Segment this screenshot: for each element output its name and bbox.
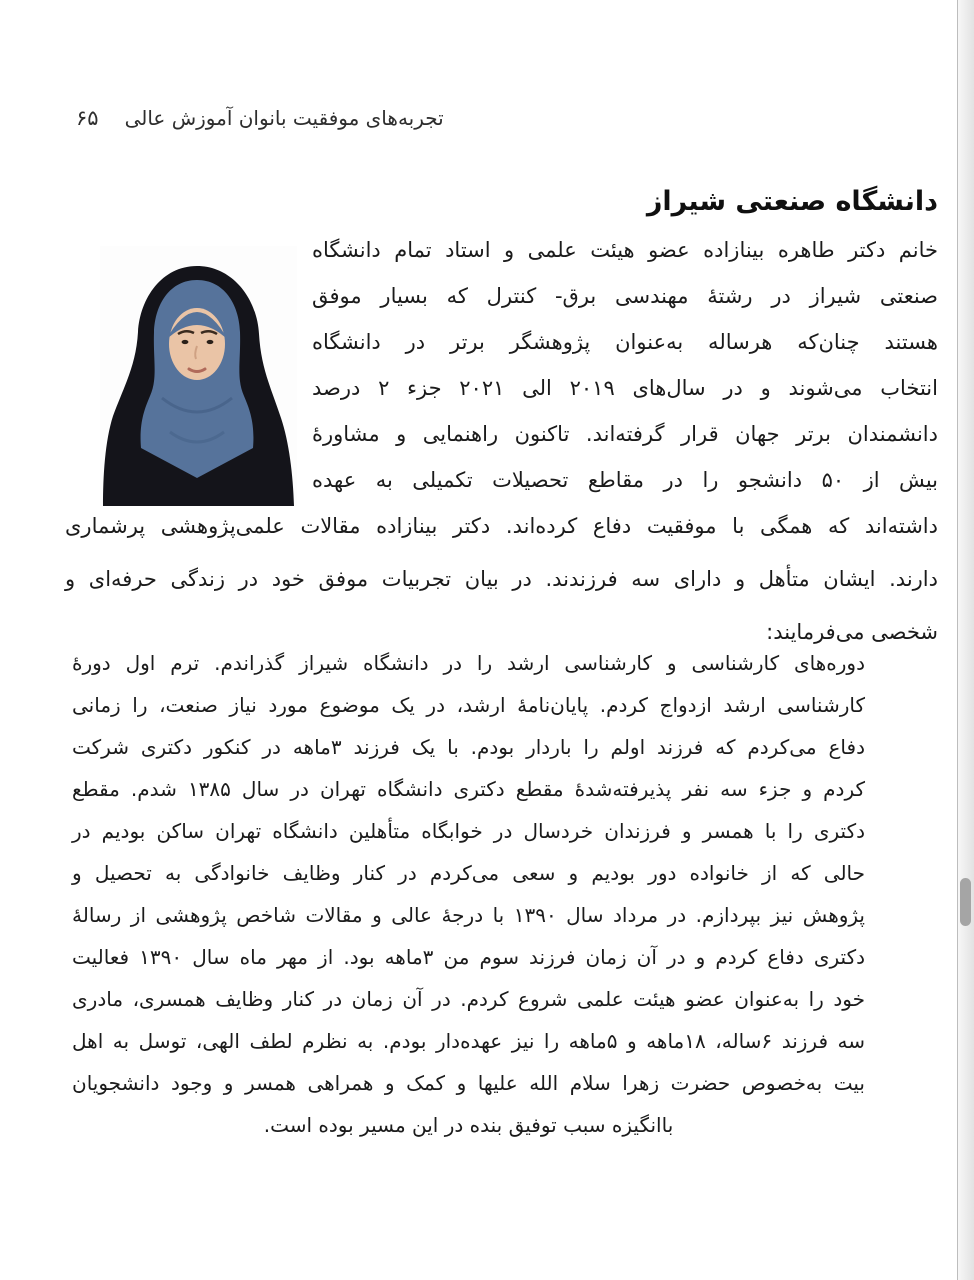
intro-line: هستند چنان‌که هرساله به‌عنوان پژوهشگر برتر در دانشگاه	[312, 330, 938, 354]
intro-line: صنعتی شیراز در رشتهٔ مهندسی برق- کنترل که بسیار موفق	[312, 284, 938, 308]
intro-paragraph-full-width	[65, 500, 938, 659]
quote-last-line: باانگیزه سبب توفیق بنده در این مسیر بوده است.	[263, 1113, 674, 1137]
intro-last-line: شخصی می‌فرمایند:	[766, 620, 938, 644]
intro-line: انتخاب می‌شوند و در سال‌های ۲۰۱۹ الی ۲۰۲۱ جزء ۲ درصد	[312, 376, 938, 400]
intro-line: دارند. ایشان متأهل و دارای سه فرزندند. در بیان تجربیات موفق خود در زندگی حرفه‌ای و	[65, 567, 938, 591]
quote-line: دوره‌های کارشناسی و کارشناسی ارشد را در دانشگاه شیراز گذراندم. ترم اول دورهٔ	[72, 651, 865, 675]
intro-line: خانم دکتر طاهره بینازاده عضو هیئت علمی و استاد تمام دانشگاه	[312, 238, 938, 262]
quote-line: دکتری را با همسر و فرزندان خردسال در خوابگاه متأهلین دانشگاه تهران ساکن بودیم در	[72, 819, 865, 843]
quote-line: حالی که از خانواده دور بودیم و سعی می‌کردم در کنار وظایف خانوادگی به تحصیل و	[72, 861, 865, 885]
scrollbar-thumb[interactable]	[960, 878, 971, 926]
eye-right	[182, 340, 189, 344]
scrollbar-track[interactable]	[957, 0, 974, 1280]
quote-line: خود را به‌عنوان عضو هیئت علمی شروع کردم. در آن زمان در کنار وظایف همسری، مادری	[72, 987, 865, 1011]
quote-line: کردم و جزء سه نفر پذیرفته‌شدهٔ مقطع دکتری دانشگاه تهران در سال ۱۳۸۵ شدم. مقطع	[72, 777, 866, 801]
page-number: ۶۵	[76, 106, 99, 130]
running-title: تجربه‌های موفقیت بانوان آموزش عالی	[124, 106, 444, 130]
quote-block	[72, 642, 865, 1146]
intro-line: دانشمندان برتر جهان قرار گرفته‌اند. تاکنون راهنمایی و مشاورهٔ	[312, 422, 938, 446]
quote-line: دکتری دفاع کردم و در آن زمان فرزند سوم من ۳ماهه بود. از مهر ماه سال ۱۳۹۰ فعالیت	[72, 945, 866, 969]
quote-line: کارشناسی ارشد ازدواج کردم. پایان‌نامهٔ ارشد، در یک موضوع مورد نیاز صنعت، را زمانی	[72, 693, 865, 717]
quote-line: سه فرزند ۶ساله، ۱۸ماهه و ۵ماهه را نیز عهده‌دار بودم. به نظرم لطف الهی، توسل به اهل	[72, 1029, 866, 1053]
quote-line: پژوهش نیز بپردازم. در مرداد سال ۱۳۹۰ با درجهٔ عالی و مقالات شاخص پژوهشی از رسالهٔ	[72, 903, 865, 927]
quote-line: بیت به‌خصوص حضرت زهرا سلام الله علیها و کمک و همراهی همسر و وجود دانشجویان	[72, 1071, 865, 1095]
quote-line: دفاع می‌کردم که فرزند اولم را باردار بودم. با یک فرزند ۳ماهه در کنکور دکتری شرکت	[72, 735, 865, 759]
intro-line: داشته‌اند که همگی با موفقیت دفاع کرده‌اند. دکتر بینازاده مقالات علمی‌پژوهشی پرشماری	[65, 514, 938, 538]
intro-line: بیش از ۵۰ دانشجو را در مقاطع تحصیلات تکمیلی به عهده	[312, 468, 939, 492]
eye-left	[207, 340, 214, 344]
section-title: دانشگاه صنعتی شیراز	[646, 186, 938, 218]
running-header	[76, 106, 444, 130]
portrait-photo	[100, 246, 297, 506]
intro-paragraph-beside-photo	[312, 227, 938, 503]
